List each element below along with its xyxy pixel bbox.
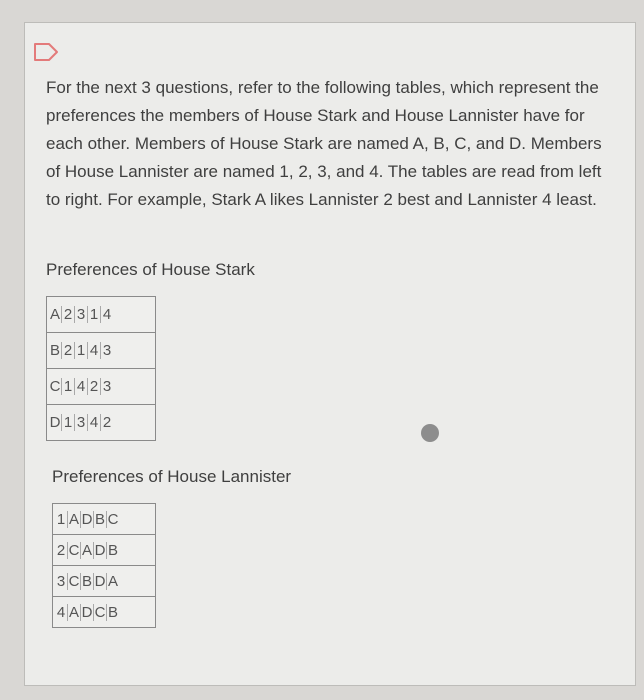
- lannister-value: B: [107, 541, 118, 559]
- table-row: [53, 504, 156, 535]
- stark-value: 4: [88, 342, 101, 359]
- stark-value: D: [49, 414, 61, 431]
- stark-row-cell: [47, 369, 156, 405]
- question-text: For the next 3 questions, refer to the following tables, which represent the preferences the members of House Stark and House Lannister have for each other. Members of House Stark are named A, B, C, and D. Members of House Lannister are named 1, 2, 3, and 4. The tables are read from left to right. For example, Stark A likes Lannister 2 best and Lannister 4 least.: [46, 78, 602, 209]
- stark-value: 4: [102, 306, 112, 323]
- table-row: [47, 405, 156, 441]
- lannister-value: D: [81, 603, 93, 621]
- stark-value: 2: [62, 306, 75, 323]
- stark-value: 2: [62, 342, 75, 359]
- lannister-table-heading: Preferences of House Lannister: [52, 467, 292, 486]
- stark-value: 3: [75, 306, 88, 323]
- table-row: [47, 369, 156, 405]
- stark-preferences-table: [46, 296, 156, 441]
- lannister-row-cell: [53, 535, 156, 566]
- lannister-value: 3: [55, 573, 68, 590]
- lannister-value: C: [94, 603, 106, 621]
- stark-value: 1: [62, 414, 75, 431]
- stark-value: A: [49, 306, 60, 323]
- lannister-value: A: [81, 541, 92, 559]
- lannister-row-cell: [53, 566, 156, 597]
- lannister-value: C: [68, 572, 80, 590]
- lannister-value: 1: [55, 511, 68, 528]
- stark-value: 1: [88, 306, 101, 323]
- stark-value: C: [49, 378, 61, 395]
- lannister-value: C: [107, 510, 119, 528]
- lannister-value: D: [81, 510, 93, 528]
- lannister-value: C: [68, 541, 80, 559]
- stark-value: 3: [75, 414, 88, 431]
- table-row: [47, 333, 156, 369]
- cursor-dot-icon: [421, 424, 439, 442]
- stark-value: 2: [102, 414, 112, 431]
- lannister-value: A: [68, 603, 79, 621]
- stark-value: 1: [75, 342, 88, 359]
- stark-table-heading: Preferences of House Stark: [46, 260, 255, 279]
- lannister-value: B: [94, 510, 105, 528]
- lannister-value: A: [68, 510, 79, 528]
- lannister-value: D: [94, 572, 106, 590]
- bookmark-flag-icon[interactable]: [33, 42, 59, 62]
- stark-value: 4: [75, 378, 88, 395]
- table-row: [53, 535, 156, 566]
- table-row: [47, 297, 156, 333]
- lannister-row-cell: [53, 597, 156, 628]
- lannister-preferences-table: [52, 503, 156, 628]
- stark-value: 3: [102, 342, 112, 359]
- stark-row-cell: [47, 405, 156, 441]
- lannister-row-cell: [53, 504, 156, 535]
- lannister-value: D: [94, 541, 106, 559]
- stark-row-cell: [47, 297, 156, 333]
- lannister-value: B: [81, 572, 92, 590]
- table-row: [53, 597, 156, 628]
- table-row: [53, 566, 156, 597]
- stark-value: 4: [88, 414, 101, 431]
- lannister-value: B: [107, 603, 118, 621]
- stark-row-cell: [47, 333, 156, 369]
- stark-value: B: [49, 342, 60, 359]
- lannister-value: 2: [55, 542, 68, 559]
- stark-value: 3: [102, 378, 112, 395]
- lannister-value: A: [107, 572, 118, 590]
- stark-value: 2: [88, 378, 101, 395]
- lannister-value: 4: [55, 604, 68, 621]
- stark-value: 1: [62, 378, 75, 395]
